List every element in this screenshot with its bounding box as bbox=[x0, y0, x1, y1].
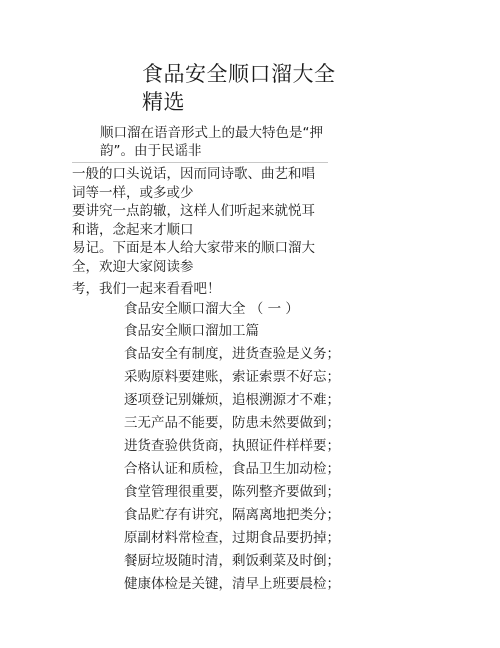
verse-line: 原副材料常检查，过期食品要扔掉； bbox=[124, 530, 340, 546]
verse-line: 食堂管理很重要，陈列整齐要做到； bbox=[124, 484, 340, 500]
body-paragraph: 考，我们一起来看看吧！ bbox=[72, 281, 221, 297]
section-title: 食品安全顺口溜大全 （ 一 ） bbox=[124, 301, 299, 317]
body-paragraph: 一般的口头说话，因而同诗歌、曲艺和唱词等一样，或多或少 bbox=[72, 166, 315, 201]
verse-line: 三无产品不能要，防患未然要做到； bbox=[124, 415, 340, 431]
verse-line: 餐厨垃圾随时清，剩饭剩菜及时倒； bbox=[124, 553, 340, 569]
intro-paragraph: 顺口溜在语音形式上的最大特色是“押韵”。由于民谣非 bbox=[100, 125, 323, 159]
verse-list bbox=[124, 345, 340, 598]
verse-line: 采购原料要建账，索证索票不好忘； bbox=[124, 369, 340, 385]
document-title: 食品安全顺口溜大全精选 bbox=[142, 62, 336, 114]
body-paragraph: 易记。下面是本人给大家带来的顺口溜大全，欢迎大家阅读参 bbox=[72, 240, 315, 275]
verse-line: 食品安全有制度，进货查验是义务； bbox=[124, 346, 340, 362]
verse-line: 合格认证和质检，食品卫生加动检； bbox=[124, 461, 340, 477]
verse-line: 食品贮存有讲究，隔离离地把类分； bbox=[124, 507, 340, 523]
verse-line: 逐项登记别嫌烦，追根溯源才不难； bbox=[124, 392, 340, 408]
verse-line: 健康体检是关键，清早上班要晨检； bbox=[124, 576, 340, 592]
verse-line: 进货查验供货商，执照证件样样要； bbox=[124, 438, 340, 454]
body-paragraph: 要讲究一点韵辙，这样人们听起来就悦耳和谐，念起来才顺口 bbox=[72, 203, 315, 238]
divider-line bbox=[72, 162, 328, 163]
section-subtitle: 食品安全顺口溜加工篇 bbox=[124, 323, 259, 339]
